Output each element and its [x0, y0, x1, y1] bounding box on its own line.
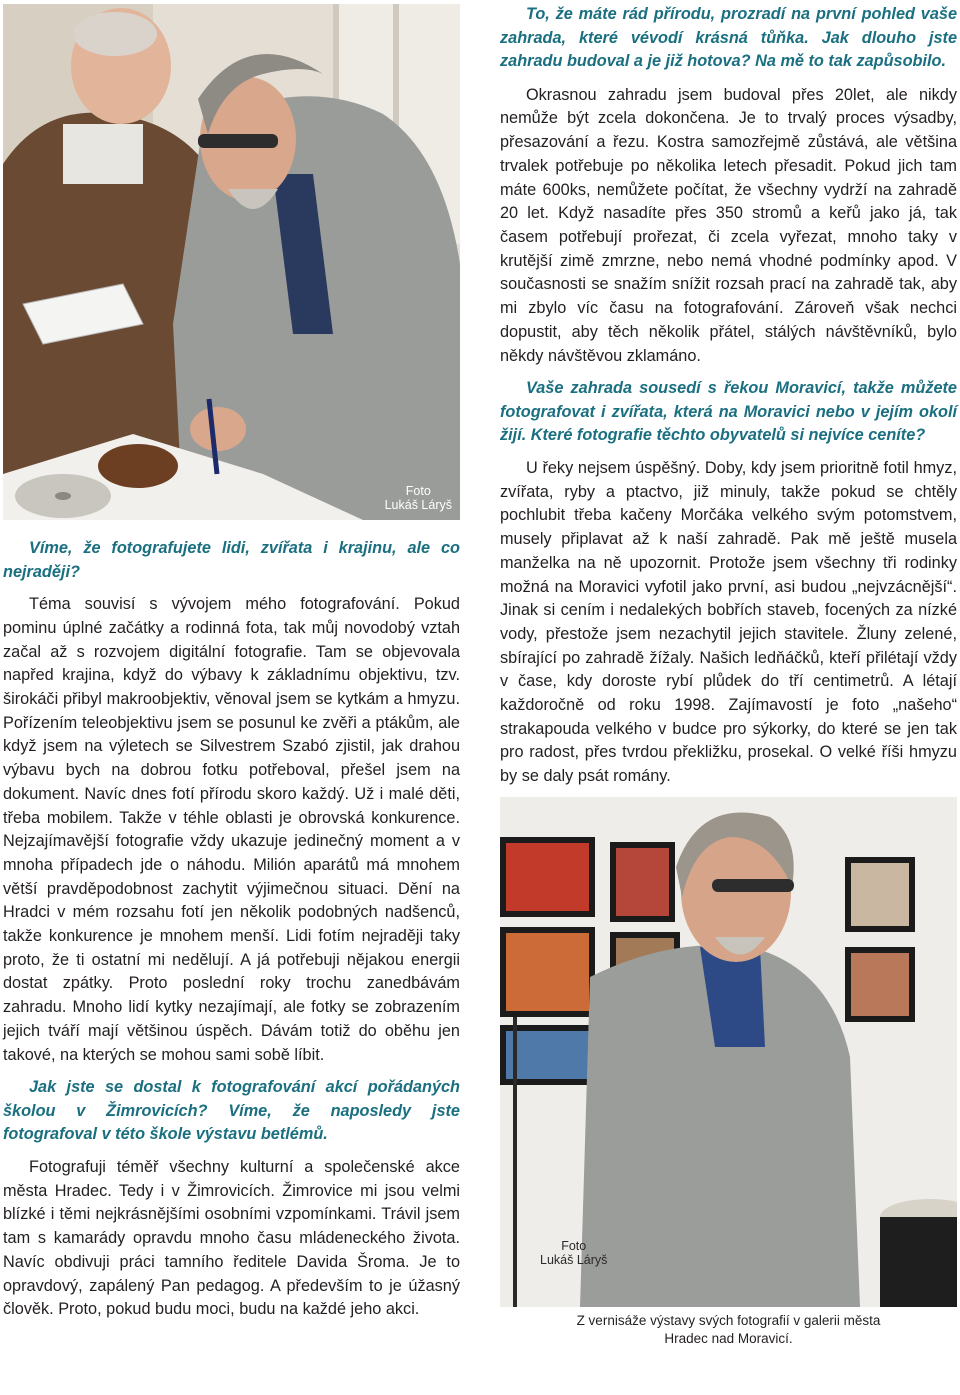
- photo-exhibition-opening: [500, 797, 957, 1307]
- photo-caption: [500, 1312, 957, 1348]
- left-column: [3, 0, 460, 1322]
- question-river-animals: Vaše zahrada sousedí s řekou Moravicí, takže můžete fotografovat i zvířata, která na Moravici nebo v jejím okolí žijí. Které fotografie těchto obyvatelů si nejvíce ceníte?: [500, 379, 957, 445]
- photo-caption-line1: Z vernisáže výstavy svých fotografií v galerii města: [576, 1312, 881, 1328]
- photo-book-signing: [3, 4, 460, 520]
- photo-credit-line2: Lukáš Láryš: [384, 498, 452, 512]
- right-column: [500, 0, 957, 1348]
- photo-credit-line1: Foto: [561, 1238, 587, 1253]
- answer-favorite-subject: Téma souvisí s vývojem mého fotografování. Pokud pominu úplné začátky a rodinná fota, tak můj novodobý vztah začal až s rozvojem digitální fotografie. Tam se objevovala napřed krajina, když do výbavy k základnímu objektivu, tzv. širokáči přibyl makroobjektiv, věnoval jsem se kytkám a hmyzu. Pořízením teleobjektivu jsem se posunul ke zvěři a ptákům, ale když jsem na výletech se Silvestrem Szabó zjistil, jak drahou výbavu bych na dobrou fotku potřeboval, přešel jsem na dokument. Navíc dnes fotí přírodu skoro každý. Už i malé děti, třeba mobilem. Takže v téhle oblasti je obrovská konkurence. Nejzajímavější fotografie vždy ukazuje jedinečný moment a v mnoha případech jde o náhodu. Milión aparátů má mnohem větší pravděpodobnost zachytit výjimečnou situaci. Dění na Hradci v mém rozsahu fotí jen několik podobných nadšenců, takže konkurence je mnohem menší. Lidi fotím nejraději taky proto, že ti ostatní mi nedělují. A já potřebuji nějakou energii dostat zpátky. Proto poslední roky trochu zanedbávám zahradu. Mnoho lidí kytky nezajímají, ale fotky se zobrazením jejich tváří mají většinou úspěch. Dávám totiž do oběhu jen takové, na kterých se mohou sami sobě líbit.: [3, 595, 460, 1064]
- photo-credit: [385, 484, 452, 512]
- photo-credit-line1: Foto: [405, 484, 431, 498]
- question-zimrovice-school: Jak jste se dostal k fotografování akcí pořádaných školou v Žimrovicích? Víme, že naposledy jste fotografoval v této škole výstavu betlémů.: [3, 1078, 460, 1144]
- exhibition-image: [500, 797, 957, 1307]
- answer-river-animals: U řeky nejsem úspěšný. Doby, kdy jsem prioritně fotil hmyz, zvířata, ryby a ptactvo, již minuly, takže pokud se chtěly pochlubit třeba kačeny Morčáka velkého svým potomstvem, musely připlavat až k naší zahradě. Pak mě ještě musela manželka na ně upozornit. Protože jsem všechny tři rodinky možná na Moravici vyfotil jako první, asi budou „nejvzácnější“. Jinak si cením i nedalekých bobřích staveb, focených za nízké vody, přestože jsem nezachytil jejich stavitele. Žluny zelené, sbírající po zahradě žížaly. Našich ledňáčků, kteří přilétají vždy v čase, kdy doroste rybí plůdek do tří centimetrů. A létají každoročně od roku 1998. Zajímavostí je foto „našeho“ strakapouda velkého v budce pro sýkorky, do které se jen tak pro radost, přes tvrdou překližku, prosekal. O velké říši hmyzu by se daly psát romány.: [500, 459, 957, 786]
- answer-zimrovice-school: Fotografuji téměř všechny kulturní a společenské akce města Hradec. Tedy i v Žimrovicích. Žimrovice mi jsou velmi blízké i těmi nejkrásnějšími osobními vzpomínkami. Trávil jsem tam s kamarády opravdu mnoho času mládeneckého života. Navíc obdivuji práci tamního ředitele Davida Šroma. Je to opravdový, zapálený Pan pedagog. A především to je úžasný člověk. Proto, pokud budu moci, budu na každé jeho akci.: [3, 1158, 460, 1319]
- question-garden: To, že máte rád přírodu, prozradí na první pohled vaše zahrada, které vévodí krásná tůňka. Jak dlouho jste zahradu budoval a je již hotova? Na mě to tak zapůsobilo.: [500, 5, 957, 71]
- photo-caption-line2: Hradec nad Moravicí.: [664, 1330, 793, 1346]
- photo-credit-line2: Lukáš Láryš: [540, 1252, 608, 1267]
- book-signing-image: [3, 4, 460, 520]
- question-favorite-subject: Víme, že fotografujete lidi, zvířata i krajinu, ale co nejraději?: [3, 539, 460, 581]
- photo-credit: [540, 1239, 607, 1267]
- answer-garden: Okrasnou zahradu jsem budoval přes 20let, ale nikdy nemůže být zcela dokončena. Je to trvalý proces výsadby, přesazování a řezu. Kostra samozřejmě zůstává, ale většina trvalek potřebuje po několika letech přesadit. Pokud jich tam máte 600ks, nemůžete počítat, že všechny vydrží na zahradě 20 let. Když nasadíte přes 350 stromů a keřů jako já, tak časem potřebují prořezat, či zcela vyřezat, mnoho taky v krutější zimě zmrzne, nebo nemá vhodné podmínky apod. V současnosti se snažím snížit rozsah prací na zahradě tak, aby mi zbylo víc času na fotografování. Zároveň však nechci dopustit, aby těch několik přátel, stálých návštěvníků, bylo někdy návštěvou zklamáno.: [500, 85, 957, 365]
